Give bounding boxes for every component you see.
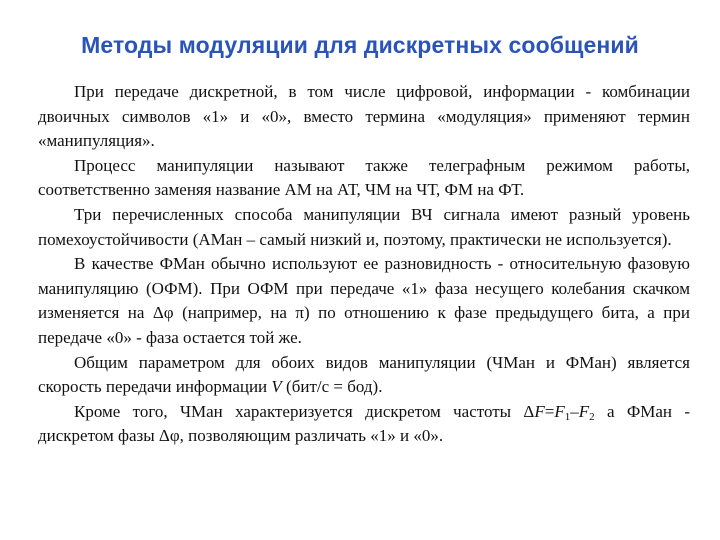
slide-title: Методы модуляции для дискретных сообщений	[81, 32, 639, 58]
paragraph-manipulation-term: При передаче дискретной, в том числе цифровой, информации - комбинации двоичных символов «1» и «0», вместо термина «модуляция» применяют термин «манипуляция».	[38, 82, 690, 151]
paragraph-relative-phase-manipulation: В качестве ФМан обычно используют ее разновидность - относительную фазовую манипуляцию (ОФМ). При ОФМ при передаче «1» фаза несущего колебания скачком изменяется на Δφ (например, на π) по отношению к фазе предыдущего бита, а при передаче «0» - фаза остается той же.	[38, 254, 690, 347]
slide-body	[38, 80, 690, 449]
freq-f2-symbol: F	[578, 401, 590, 421]
paragraph-telegraph-mode: Процесс манипуляции называют также телеграфным режимом работы, соответственно заменяя название АМ на АТ, ЧМ на ЧТ, ФМ на ФТ.	[38, 155, 690, 200]
freq-f2-subscript: 2	[589, 410, 595, 423]
paragraph-noise-immunity: Три перечисленных способа манипуляции ВЧ сигнала имеют разный уровень помехоустойчивости (АМан – самый низкий и, поэтому, практически не используется).	[38, 204, 690, 249]
rate-text-after: (бит/с = бод).	[281, 377, 383, 397]
equals-sign: =	[544, 401, 555, 421]
freq-f1-subscript: 1	[564, 410, 571, 423]
freq-symbol: F	[534, 401, 545, 421]
discrete-text-before: Кроме того, ЧМан характеризуется дискретом частоты Δ	[74, 401, 535, 421]
rate-symbol: V	[271, 377, 282, 397]
paragraph-frequency-phase-discrete	[38, 400, 690, 449]
minus-sign: –	[570, 401, 579, 421]
rate-text-before: Общим параметром для обоих видов манипуляции (ЧМан и ФМан) является скорость передачи информации	[38, 352, 690, 397]
discrete-text-after: а ФМан - дискретом фазы Δφ, позволяющим различать «1» и «0».	[38, 401, 690, 446]
paragraph-transmission-rate	[38, 351, 690, 400]
freq-f1-symbol: F	[554, 401, 565, 421]
